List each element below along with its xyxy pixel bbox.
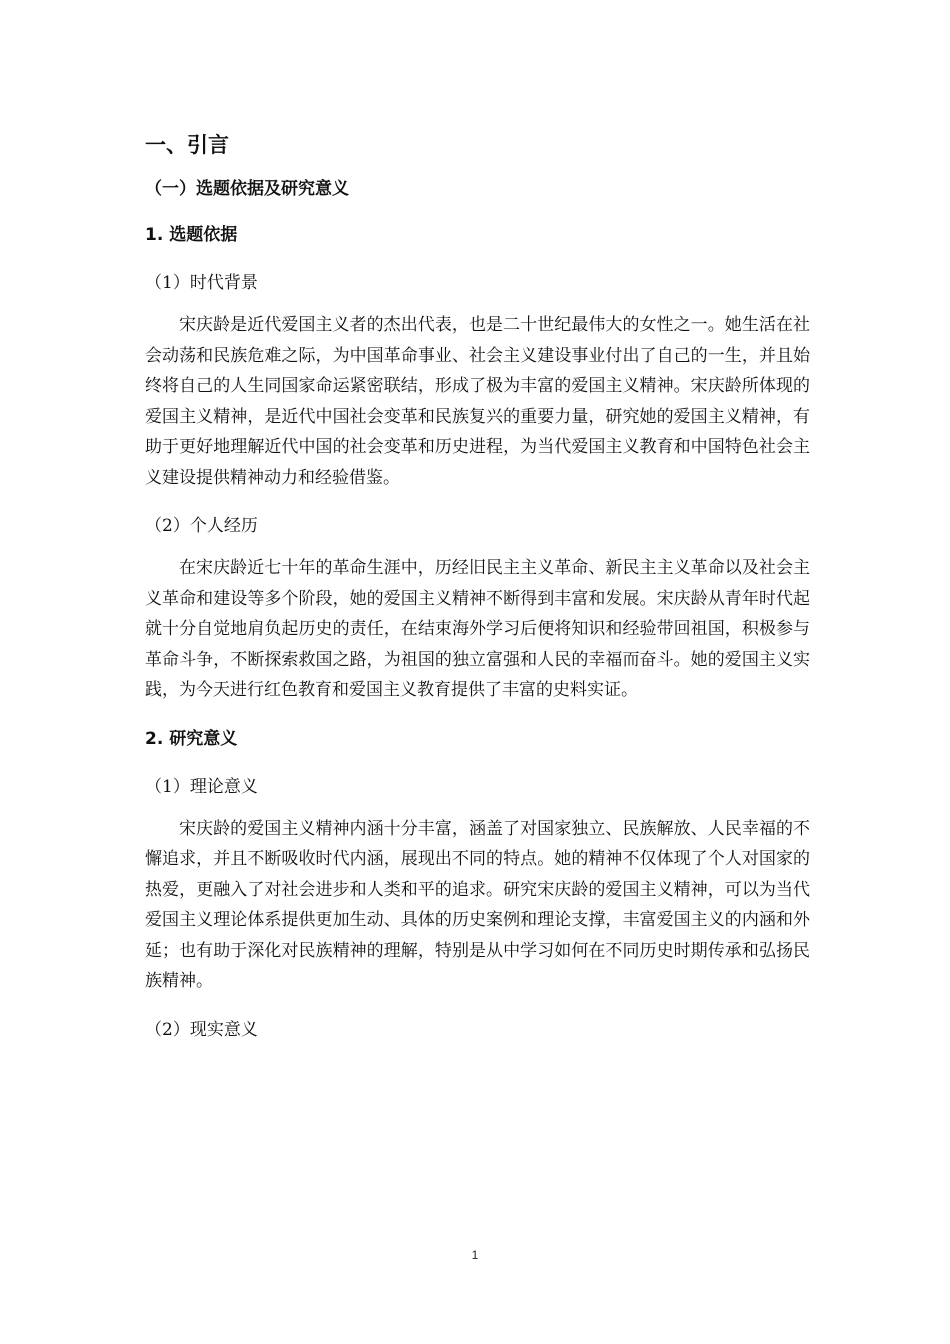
paragraph-background: 宋庆龄是近代爱国主义者的杰出代表，也是二十世纪最伟大的女性之一。她生活在社会动荡和民族危难之际，为中国革命事业、社会主义建设事业付出了自己的一生，并且始终将自己的人生同国家命运紧密联结，形成了极为丰富的爱国主义精神。宋庆龄所体现的爱国主义精神，是近代中国社会变革和民族复兴的重要力量，研究她的爱国主义精神，有助于更好地理解近代中国的社会变革和历史进程，为当代爱国主义教育和中国特色社会主义建设提供精神动力和经验借鉴。 — [145, 315, 810, 488]
section-heading: （一）选题依据及研究意义 — [145, 179, 349, 199]
subsection-heading-basis: 1. 选题依据 — [145, 225, 238, 245]
paragraph-experience: 在宋庆龄近七十年的革命生涯中，历经旧民主主义革命、新民主主义革命以及社会主义革命和建设等多个阶段，她的爱国主义精神不断得到丰富和发展。宋庆龄从青年时代起就十分自觉地肩负起历史的责任，在结束海外学习后便将知识和经验带回祖国，积极参与革命斗争，不断探索救国之路，为祖国的独立富强和人民的幸福而奋斗。她的爱国主义实践，为今天进行红色教育和爱国主义教育提供了丰富的史料实证。 — [145, 558, 810, 700]
page-number: 1 — [471, 1248, 479, 1262]
item-heading-theory: （1）理论意义 — [145, 776, 258, 797]
page-content — [145, 126, 810, 1057]
item-heading-background: （1）时代背景 — [145, 273, 258, 293]
chapter-heading: 一、引言 — [145, 133, 229, 157]
paragraph-theory: 宋庆龄的爱国主义精神内涵十分丰富，涵盖了对国家独立、民族解放、人民幸福的不懈追求，并且不断吸收时代内涵，展现出不同的特点。她的精神不仅体现了个人对国家的热爱，更融入了对社会进步和人类和平的追求。研究宋庆龄的爱国主义精神，可以为当代爱国主义理论体系提供更加生动、具体的历史案例和理论支撑，丰富爱国主义的内涵和外延；也有助于深化对民族精神的理解，特别是从中学习如何在不同历史时期传承和弘扬民族精神。 — [145, 818, 810, 991]
item-heading-practice: （2）现实意义 — [145, 1019, 258, 1040]
subsection-heading-significance: 2. 研究意义 — [145, 728, 238, 749]
item-heading-experience: （2）个人经历 — [145, 516, 258, 536]
